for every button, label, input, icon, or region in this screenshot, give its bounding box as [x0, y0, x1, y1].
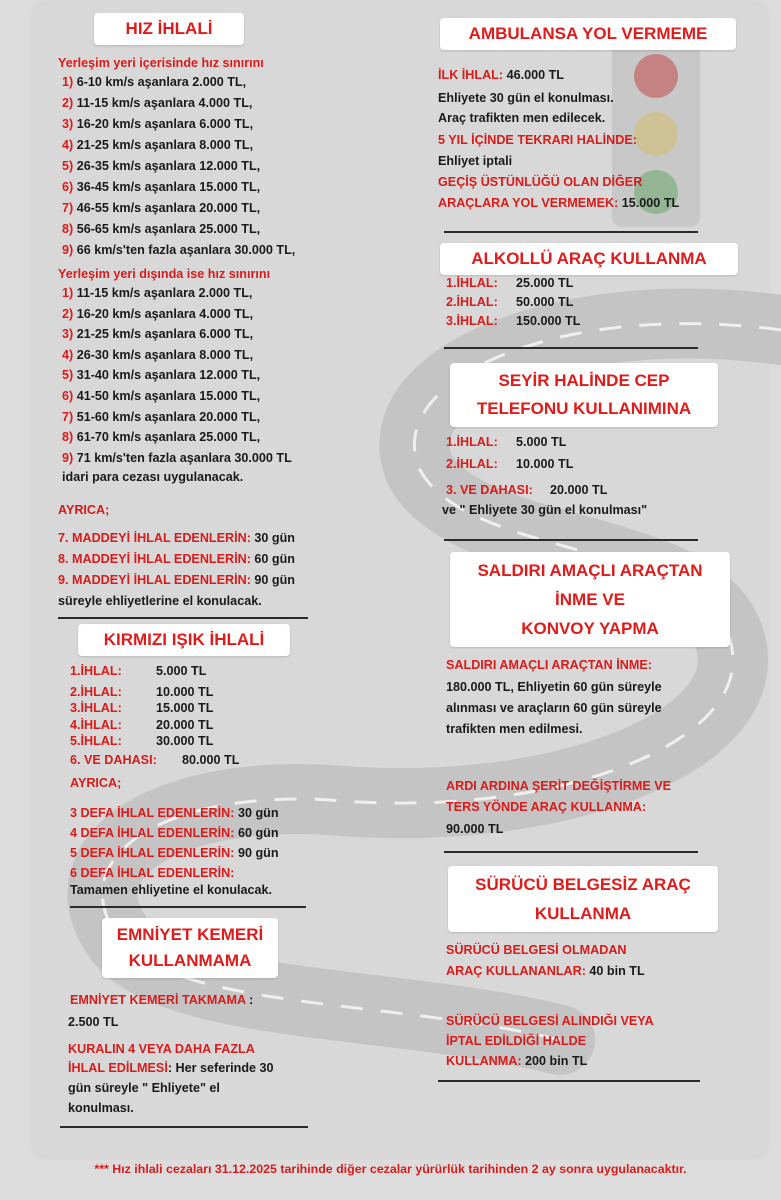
rural-list-item: [62, 306, 253, 322]
item-number: 5): [62, 368, 74, 383]
divider: [444, 231, 698, 233]
ambulance-repeat-note: Ehliyet iptali: [438, 154, 513, 168]
urban-list-item: [62, 242, 295, 258]
fine-item: [446, 456, 573, 472]
red-light-fine-item: [70, 752, 239, 768]
item-text: 21-25 km/s aşanlara 6.000 TL,: [76, 327, 254, 342]
convoy-title: [450, 552, 730, 647]
rural-list-item: [62, 388, 260, 404]
item-number: 3): [62, 327, 74, 342]
fine-amount: 25.000 TL: [516, 276, 574, 290]
seatbelt-repeat-line1: KURALIN 4 VEYA DAHA FAZLA: [68, 1042, 255, 1056]
red-light-suspension-item: [70, 865, 234, 881]
item-number: 3): [62, 117, 74, 131]
speed-also: AYRICA;: [58, 503, 110, 517]
red-light-fine-item: [70, 733, 213, 749]
seatbelt-repeat-line4: konulması.: [68, 1101, 134, 1115]
item-text: 16-20 km/s aşanlara 4.000 TL,: [76, 306, 254, 321]
speed-suspension-note: süreyle ehliyetlerine el konulacak.: [58, 594, 262, 608]
seatbelt-title: [102, 918, 278, 978]
item-number: 8): [62, 430, 74, 445]
fine-label: 3.İHLAL:: [446, 314, 498, 328]
item-text: 61-70 km/s aşanlara 25.000 TL,: [76, 430, 261, 445]
fine-amount: 20.000 TL: [156, 718, 214, 732]
seatbelt-label-text: EMNİYET KEMERİ TAKMAMA: [70, 993, 246, 1007]
convoy-title-line3: KONVOY YAPMA: [521, 619, 659, 638]
ambulance-priority-label: ARAÇLARA YOL VERMEMEK:: [438, 196, 619, 210]
phone-title-line1: SEYİR HALİNDE CEP: [498, 371, 670, 390]
seatbelt-repeat-label: İHLAL EDİLMESİ: [68, 1061, 168, 1075]
ambulance-note1: Ehliyete 30 gün el konulması.: [438, 91, 614, 105]
speed-suspension-item: [58, 530, 295, 546]
no-license-a2: [446, 963, 645, 979]
item-number: 6): [62, 180, 74, 194]
rural-list-item: [62, 326, 253, 342]
admin-note: idari para cezası uygulanacak.: [62, 470, 244, 484]
fine-label: 6. VE DAHASI:: [70, 753, 157, 767]
no-license-b-label: KULLANMA:: [446, 1054, 522, 1068]
convoy-text3: trafikten men edilmesi.: [446, 722, 583, 736]
fine-label: 5.İHLAL:: [70, 734, 122, 748]
fine-label: 2.İHLAL:: [446, 457, 498, 471]
urban-list-item: [62, 200, 260, 216]
red-light-final-note: Tamamen ehliyetine el konulacak.: [70, 883, 273, 897]
convoy-title-line2: İNME VE: [555, 590, 625, 609]
convoy-title-line1: SALDIRI AMAÇLI ARAÇTAN: [477, 561, 703, 580]
red-light-suspension-item: [70, 845, 279, 861]
suspension-rule: 8. MADDEYİ İHLAL EDENLERİN:: [58, 552, 251, 566]
item-number: 5): [62, 159, 74, 173]
urban-list-item: [62, 116, 253, 132]
convoy-text2: alınması ve araçların 60 gün süreyle: [446, 701, 662, 715]
convoy-text1: 180.000 TL, Ehliyetin 60 gün süreyle: [446, 680, 662, 694]
item-text: 11-15 km/s aşanlara 2.000 TL,: [76, 286, 253, 300]
fine-amount: 5.000 TL: [516, 435, 567, 449]
lane-change-line2: TERS YÖNDE ARAÇ KULLANMA:: [446, 800, 647, 814]
urban-list-item: [62, 74, 246, 90]
ambulance-priority1: GEÇİŞ ÜSTÜNLÜĞÜ OLAN DİĞER: [438, 175, 643, 189]
urban-heading: Yerleşim yeri içerisinde hız sınırını: [58, 56, 264, 70]
red-light-suspension-item: [70, 805, 279, 821]
fine-item: [446, 482, 607, 498]
rural-heading: Yerleşim yeri dışında ise hız sınırını: [58, 267, 271, 281]
suspension-days: 60 gün: [254, 552, 295, 566]
fine-label: 2.İHLAL:: [446, 295, 498, 309]
ambulance-note2: Araç trafikten men edilecek.: [438, 111, 606, 125]
no-license-title-line2: KULLANMA: [534, 904, 632, 923]
divider: [60, 1126, 308, 1128]
red-light-also: AYRICA;: [70, 776, 122, 790]
suspension-rule: 5 DEFA İHLAL EDENLERİN:: [70, 846, 235, 860]
seatbelt-colon: :: [245, 993, 254, 1007]
rural-list-item: [62, 367, 260, 383]
fine-amount: 30.000 TL: [156, 734, 214, 748]
item-text: 51-60 km/s aşanlara 20.000 TL,: [76, 409, 261, 424]
item-number: 1): [62, 286, 74, 300]
fine-amount: 150.000 TL: [516, 314, 581, 328]
item-text: 41-50 km/s aşanlara 15.000 TL,: [76, 389, 261, 403]
fine-amount: 10.000 TL: [156, 685, 214, 699]
rural-list-item: [62, 429, 260, 445]
no-license-a1: SÜRÜCÜ BELGESİ OLMADAN: [446, 943, 627, 957]
suspension-days: 60 gün: [237, 826, 279, 840]
item-text: 16-20 km/s aşanlara 6.000 TL,: [76, 117, 254, 131]
fine-amount: 15.000 TL: [156, 701, 214, 715]
item-number: 8): [62, 222, 74, 236]
divider: [70, 906, 306, 908]
item-text: 11-15 km/s aşanlara 4.000 TL,: [76, 96, 253, 110]
urban-list-item: [62, 221, 260, 237]
fine-label: 3.İHLAL:: [70, 701, 122, 715]
seatbelt-repeat-line2: [68, 1060, 274, 1076]
item-number: 2): [62, 306, 74, 321]
no-license-b2: İPTAL EDİLDİĞİ HALDE: [446, 1034, 587, 1048]
item-number: 6): [62, 389, 74, 403]
seatbelt-repeat-line3: gün süreyle " Ehliyete" el: [68, 1081, 220, 1095]
item-text: 31-40 km/s aşanlara 12.000 TL,: [76, 368, 261, 383]
item-text: 6-10 km/s aşanlara 2.000 TL,: [76, 75, 247, 89]
urban-list-item: [62, 137, 253, 153]
seatbelt-title-line1: EMNİYET KEMERİ: [116, 925, 264, 944]
fine-label: 3. VE DAHASI:: [446, 483, 533, 497]
suspension-rule: 9. MADDEYİ İHLAL EDENLERİN:: [58, 573, 251, 587]
fine-amount: 10.000 TL: [516, 457, 574, 471]
phone-title-line2: TELEFONU KULLANIMINA: [476, 399, 692, 418]
fine-item: [446, 275, 573, 291]
no-license-title: [448, 866, 718, 932]
seatbelt-title-line2: KULLANMAMA: [128, 951, 252, 970]
item-text: 21-25 km/s aşanlara 8.000 TL,: [76, 138, 254, 152]
suspension-rule: 7. MADDEYİ İHLAL EDENLERİN:: [58, 531, 251, 545]
no-license-b3: [446, 1053, 587, 1069]
seatbelt-label: [70, 992, 253, 1008]
item-text: 36-45 km/s aşanlara 15.000 TL,: [76, 180, 261, 194]
seatbelt-fine: 2.500 TL: [68, 1015, 119, 1029]
item-number: 7): [62, 201, 74, 215]
no-license-b1: SÜRÜCÜ BELGESİ ALINDIĞI VEYA: [446, 1014, 654, 1028]
item-text: 26-35 km/s aşanlara 12.000 TL,: [76, 159, 261, 173]
rural-list-item: [62, 450, 292, 466]
item-text: 71 km/s'ten fazla aşanlara 30.000 TL: [76, 450, 292, 465]
suspension-days: 90 gün: [254, 573, 295, 587]
phone-title: [450, 363, 718, 427]
suspension-days: 90 gün: [237, 846, 279, 860]
fine-label: 1.İHLAL:: [70, 664, 122, 678]
divider: [444, 539, 698, 541]
urban-list-item: [62, 95, 252, 111]
urban-list-item: [62, 158, 260, 174]
red-light-fine-item: [70, 717, 213, 733]
divider: [438, 1080, 700, 1082]
item-number: 4): [62, 347, 74, 362]
ambulance-first-label: İLK İHLAL:: [438, 68, 504, 82]
divider: [444, 347, 698, 349]
footer-note: *** Hız ihlali cezaları 31.12.2025 tarihinde diğer cezalar yürürlük tarihinden 2 ay sonra uygulanacaktır.: [94, 1162, 687, 1176]
divider: [58, 617, 308, 619]
fine-item: [446, 313, 580, 329]
divider: [444, 851, 698, 853]
rural-list-item: [62, 409, 260, 425]
speed-suspension-item: [58, 551, 295, 567]
urban-list-item: [62, 179, 260, 195]
lane-change-line1: ARDI ARDINA ŞERİT DEĞİŞTİRME VE: [446, 779, 672, 793]
speed-title: HIZ İHLALİ: [94, 13, 244, 45]
fine-item: [446, 434, 566, 450]
no-license-title-line1: SÜRÜCÜ BELGESİZ ARAÇ: [475, 875, 691, 894]
item-number: 9): [62, 243, 74, 257]
item-text: 66 km/s'ten fazla aşanlara 30.000 TL,: [76, 243, 296, 257]
fine-amount: 50.000 TL: [516, 295, 574, 309]
item-number: 7): [62, 409, 74, 424]
no-license-a-fine: 40 bin TL: [589, 964, 645, 978]
seatbelt-repeat-text: : Her seferinde 30: [167, 1061, 274, 1075]
fine-label: 1.İHLAL:: [446, 435, 498, 449]
suspension-days: 30 gün: [254, 531, 295, 545]
ambulance-repeat-label: 5 YIL İÇİNDE TEKRARI HALİNDE:: [438, 133, 637, 147]
fine-amount: 5.000 TL: [156, 664, 207, 678]
fine-label: 1.İHLAL:: [446, 276, 498, 290]
phone-note: ve " Ehliyete 30 gün el konulması": [442, 503, 648, 517]
suspension-rule: 4 DEFA İHLAL EDENLERİN:: [70, 826, 235, 840]
item-text: 56-65 km/s aşanlara 25.000 TL,: [76, 222, 261, 236]
ambulance-first-fine: 46.000 TL: [506, 68, 564, 82]
no-license-b-fine: 200 bin TL: [525, 1054, 588, 1068]
suspension-days: 30 gün: [237, 806, 279, 820]
lane-change-fine: 90.000 TL: [446, 822, 504, 836]
item-text: 26-30 km/s aşanlara 8.000 TL,: [76, 347, 254, 362]
ambulance-priority-fine: 15.000 TL: [621, 196, 680, 210]
speed-suspension-item: [58, 572, 295, 588]
item-number: 9): [62, 450, 74, 465]
fine-item: [446, 294, 573, 310]
fine-label: 2.İHLAL:: [70, 685, 122, 699]
fine-label: 4.İHLAL:: [70, 718, 122, 732]
ambulance-title: AMBULANSA YOL VERMEME: [440, 18, 736, 50]
fine-amount: 20.000 TL: [550, 483, 608, 497]
item-number: 1): [62, 75, 74, 89]
red-light-fine-item: [70, 684, 213, 700]
suspension-rule: 3 DEFA İHLAL EDENLERİN:: [70, 806, 235, 820]
red-light-fine-item: [70, 663, 206, 679]
rural-list-item: [62, 285, 252, 301]
suspension-rule: 6 DEFA İHLAL EDENLERİN:: [70, 866, 235, 880]
item-number: 4): [62, 138, 74, 152]
alcohol-title: ALKOLLÜ ARAÇ KULLANMA: [440, 243, 738, 275]
red-light-title: KIRMIZI IŞIK İHLALİ: [78, 624, 290, 656]
fine-amount: 80.000 TL: [182, 753, 240, 767]
item-text: 46-55 km/s aşanlara 20.000 TL,: [76, 201, 261, 215]
red-light-suspension-item: [70, 825, 279, 841]
item-number: 2): [62, 96, 74, 110]
convoy-label: SALDIRI AMAÇLI ARAÇTAN İNME:: [446, 658, 652, 672]
red-light-fine-item: [70, 700, 213, 716]
ambulance-first: [438, 67, 564, 83]
rural-list-item: [62, 347, 253, 363]
ambulance-priority2: [438, 195, 679, 211]
no-license-a-label: ARAÇ KULLANANLAR:: [446, 964, 586, 978]
